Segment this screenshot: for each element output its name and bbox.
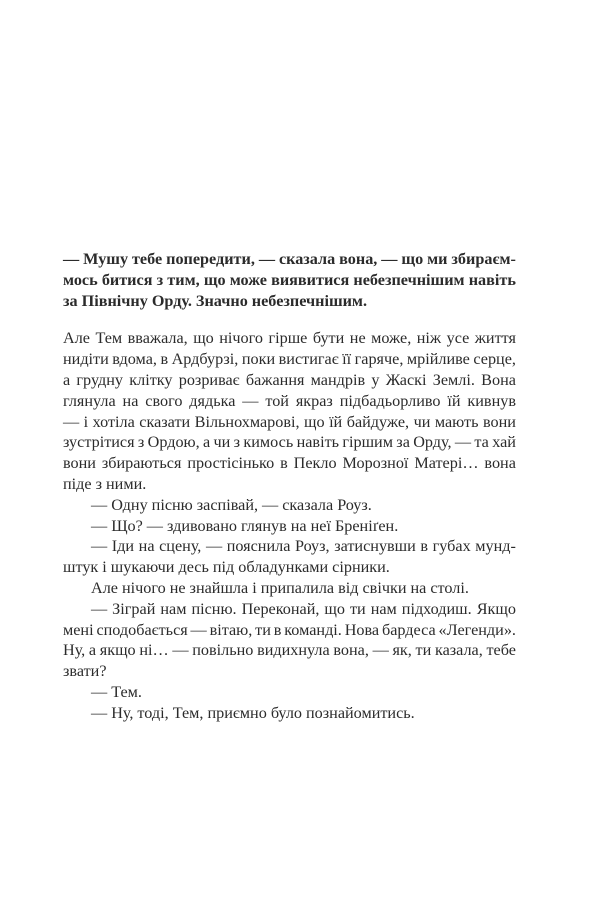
word: той (265, 391, 289, 410)
word: ми (427, 250, 448, 268)
word: з (137, 433, 145, 452)
text-line (63, 328, 516, 349)
word: під (212, 558, 235, 577)
word: і (252, 578, 257, 597)
word: за (63, 291, 78, 310)
word: в (273, 620, 282, 639)
text-line (63, 620, 516, 641)
word: Північну (81, 291, 148, 310)
word: битися (101, 270, 153, 289)
word: нам (370, 599, 397, 618)
word: ти (255, 620, 271, 639)
word: Іди (111, 537, 135, 556)
word: Значно (195, 291, 248, 310)
word: — (258, 250, 275, 268)
text-line (63, 432, 516, 453)
word: ніж (416, 329, 442, 348)
word: хай (492, 433, 516, 452)
text-line (63, 474, 516, 495)
word: вітаю, (209, 620, 253, 639)
word: Орду. (151, 291, 192, 310)
word: що (193, 329, 214, 348)
word: може (229, 270, 267, 289)
text-line (63, 249, 516, 270)
text-line (91, 703, 516, 724)
word: мось (63, 270, 98, 289)
word: Ордою, (147, 433, 200, 452)
word: нидіти (63, 350, 109, 369)
book-page (63, 249, 516, 724)
paragraph-dialogue (63, 516, 516, 537)
word: Що? (111, 516, 143, 535)
text-line (63, 370, 516, 391)
word: її (342, 350, 352, 369)
word: Вона (481, 370, 516, 389)
word: звати? (63, 662, 107, 681)
word: підбадьорливо (339, 391, 441, 410)
word: гіршим (342, 433, 393, 452)
word: Морозної (342, 454, 409, 473)
word: небезпечнішим. (251, 291, 368, 310)
word: клітку (129, 370, 173, 389)
word: Зіграй (112, 599, 156, 618)
word: повільно (192, 641, 254, 660)
word: вважала, (127, 329, 188, 348)
paragraph-dialogue (63, 599, 516, 682)
word: байдуже, (346, 412, 410, 431)
word: з (233, 433, 241, 452)
word: виявитися (271, 270, 350, 289)
word: — (454, 433, 472, 452)
word: Орду, (413, 433, 452, 452)
word: сказати (139, 412, 191, 431)
word: навіть (296, 433, 340, 452)
word: тоді, (137, 703, 169, 722)
text-line (63, 412, 516, 433)
word: вона, (333, 641, 369, 660)
word: глянув (240, 516, 287, 535)
text-line (63, 557, 516, 578)
word: у (371, 370, 380, 389)
word: простісінько (187, 454, 275, 473)
text-line (91, 495, 516, 516)
word: як, (392, 641, 412, 660)
text-line (91, 682, 516, 703)
word: в (420, 537, 429, 556)
word: казала, (434, 641, 483, 660)
word: — (91, 537, 108, 556)
word: Ну, (63, 641, 86, 660)
word: сподобається (96, 620, 188, 639)
word: бути (312, 329, 345, 348)
word: ними. (106, 474, 147, 493)
word: Пекло (293, 454, 337, 473)
paragraph-dialogue (63, 495, 516, 516)
word: — (242, 391, 259, 410)
word: обладунками (238, 558, 329, 577)
word: сцену, (159, 537, 202, 556)
text-line (63, 453, 516, 474)
word: видихнула (257, 641, 330, 660)
word: Жаскі (385, 370, 427, 389)
word: усе (446, 329, 470, 348)
word: — (91, 599, 108, 618)
word: штук (63, 558, 99, 577)
text-line (91, 578, 516, 599)
word: може, (371, 329, 412, 348)
word: тебе (131, 250, 163, 268)
word: кивнув (467, 391, 516, 410)
word: ні… (139, 641, 169, 660)
word: вистигає (278, 350, 339, 369)
word: Роуз. (337, 495, 372, 514)
body-text (63, 328, 516, 723)
word: мені (63, 620, 94, 639)
word: вони (63, 454, 96, 473)
word: Матері… (414, 454, 479, 473)
word: — (190, 620, 207, 639)
word: та (474, 433, 489, 452)
word: Бреніґен. (334, 516, 399, 535)
word: Але (63, 329, 90, 348)
word: Землі. (432, 370, 475, 389)
word: Ардбурзі, (171, 350, 239, 369)
text-line (63, 536, 516, 557)
paragraph-dialogue (63, 682, 516, 703)
text-line (63, 270, 516, 291)
word: хотіла (92, 412, 135, 431)
word: піде (63, 474, 92, 493)
word: чи (213, 433, 231, 452)
word: ти (415, 641, 432, 660)
word: шукаючи (110, 558, 175, 577)
word: пісню. (191, 599, 237, 618)
word: вона (484, 454, 516, 473)
paragraph-gap (63, 311, 516, 328)
word: гірше (268, 329, 308, 348)
text-line (63, 391, 516, 412)
word: від (338, 578, 359, 597)
word: мають (434, 412, 479, 431)
word: з (156, 270, 164, 289)
word: — (91, 516, 108, 535)
word: мандрів (310, 370, 366, 389)
word: нам (160, 599, 187, 618)
word: губах (432, 537, 471, 556)
paragraph-narration (63, 578, 516, 599)
word: збираються (101, 454, 182, 473)
text-line (63, 640, 516, 661)
word: — (262, 495, 279, 514)
text-line (63, 599, 516, 620)
text-line (63, 349, 516, 370)
word: здивовано (166, 516, 237, 535)
word: їй (447, 391, 461, 410)
word: якраз (295, 391, 333, 410)
paragraph-dialogue (63, 536, 516, 578)
word: життя (474, 329, 516, 348)
word: знайшла (189, 578, 249, 597)
word: бардеса (381, 620, 436, 639)
word: — (91, 495, 108, 514)
word: грудну (76, 370, 124, 389)
word: тебе (486, 641, 516, 660)
word: і (102, 558, 107, 577)
word: що (324, 599, 345, 618)
word: глянула (63, 391, 116, 410)
word: Мушу (83, 250, 129, 268)
word: збираєм- (451, 250, 516, 268)
word: заспівай, (196, 495, 259, 514)
word: чи (413, 412, 431, 431)
word: розриває (178, 370, 240, 389)
text-line (63, 291, 516, 312)
word: а (203, 433, 211, 452)
word: свого (145, 391, 183, 410)
word: — (91, 703, 108, 722)
word: сказала (278, 250, 336, 268)
word: за (396, 433, 410, 452)
word: на (138, 537, 155, 556)
word: попередити, (166, 250, 255, 268)
word: Одну (111, 495, 148, 514)
word: їй (329, 412, 343, 431)
paragraph-narration (63, 328, 516, 494)
word: — (381, 250, 398, 268)
word: Тем (95, 329, 123, 348)
word: «Легенди». (438, 620, 516, 639)
word: Вільнохмарові, (194, 412, 300, 431)
word: небезпечнішим (353, 270, 465, 289)
word: якщо (99, 641, 136, 660)
word: і (83, 412, 89, 431)
word: — (205, 537, 223, 556)
word: не (169, 578, 186, 597)
word: бажання (245, 370, 305, 389)
word: пояснила (226, 537, 291, 556)
word: столі. (430, 578, 469, 597)
word: — (91, 682, 108, 701)
word: підходиш. (401, 599, 472, 618)
word: тим, (167, 270, 200, 289)
bold-opening-paragraph (63, 249, 516, 311)
word: сірники. (332, 558, 390, 577)
word: не (349, 329, 366, 348)
word: припалила (260, 578, 335, 597)
word: зустрітися (63, 433, 135, 452)
word: вони (482, 412, 516, 431)
text-line (63, 661, 516, 682)
word: — (372, 641, 389, 660)
word: десь (178, 558, 209, 577)
word: нічого (219, 329, 263, 348)
word: дядька (189, 391, 236, 410)
word: приємно (207, 703, 267, 722)
word: Переконай, (241, 599, 320, 618)
word: в (160, 350, 169, 369)
word: а (63, 370, 71, 389)
word: сказала (282, 495, 334, 514)
paragraph-dialogue (63, 703, 516, 724)
word: кимось (243, 433, 294, 452)
word: свічки (362, 578, 407, 597)
word: з (95, 474, 102, 493)
word: вона, (339, 250, 378, 268)
word: Тем, (172, 703, 204, 722)
word: затиснувши (334, 537, 416, 556)
word: вдома, (112, 350, 157, 369)
word: Роуз, (294, 537, 330, 556)
word: неї (310, 516, 331, 535)
word: нічого (121, 578, 166, 597)
word: Якщо (476, 599, 516, 618)
word: — (172, 641, 189, 660)
word: а (88, 641, 97, 660)
word: познайомитись. (306, 703, 415, 722)
word: гаряче, (354, 350, 404, 369)
word: мрійливе (406, 350, 470, 369)
word: поки (241, 350, 276, 369)
word: що (304, 412, 325, 431)
word: Ну, (111, 703, 134, 722)
word: Нова (344, 620, 380, 639)
word: що (203, 270, 226, 289)
word: Тем. (111, 682, 142, 701)
word: Але (91, 578, 118, 597)
word: було (270, 703, 302, 722)
word: — (146, 516, 163, 535)
word: що (401, 250, 424, 268)
word: — (63, 412, 80, 431)
word: на (290, 516, 307, 535)
word: серце, (473, 350, 516, 369)
word: на (122, 391, 139, 410)
word: ти (349, 599, 366, 618)
word: навіть (468, 270, 516, 289)
word: команді. (284, 620, 342, 639)
word: мунд- (475, 537, 516, 556)
word: пісню (151, 495, 193, 514)
word: в (280, 454, 288, 473)
word: на (410, 578, 427, 597)
text-line (91, 516, 516, 537)
word: — (63, 250, 80, 268)
